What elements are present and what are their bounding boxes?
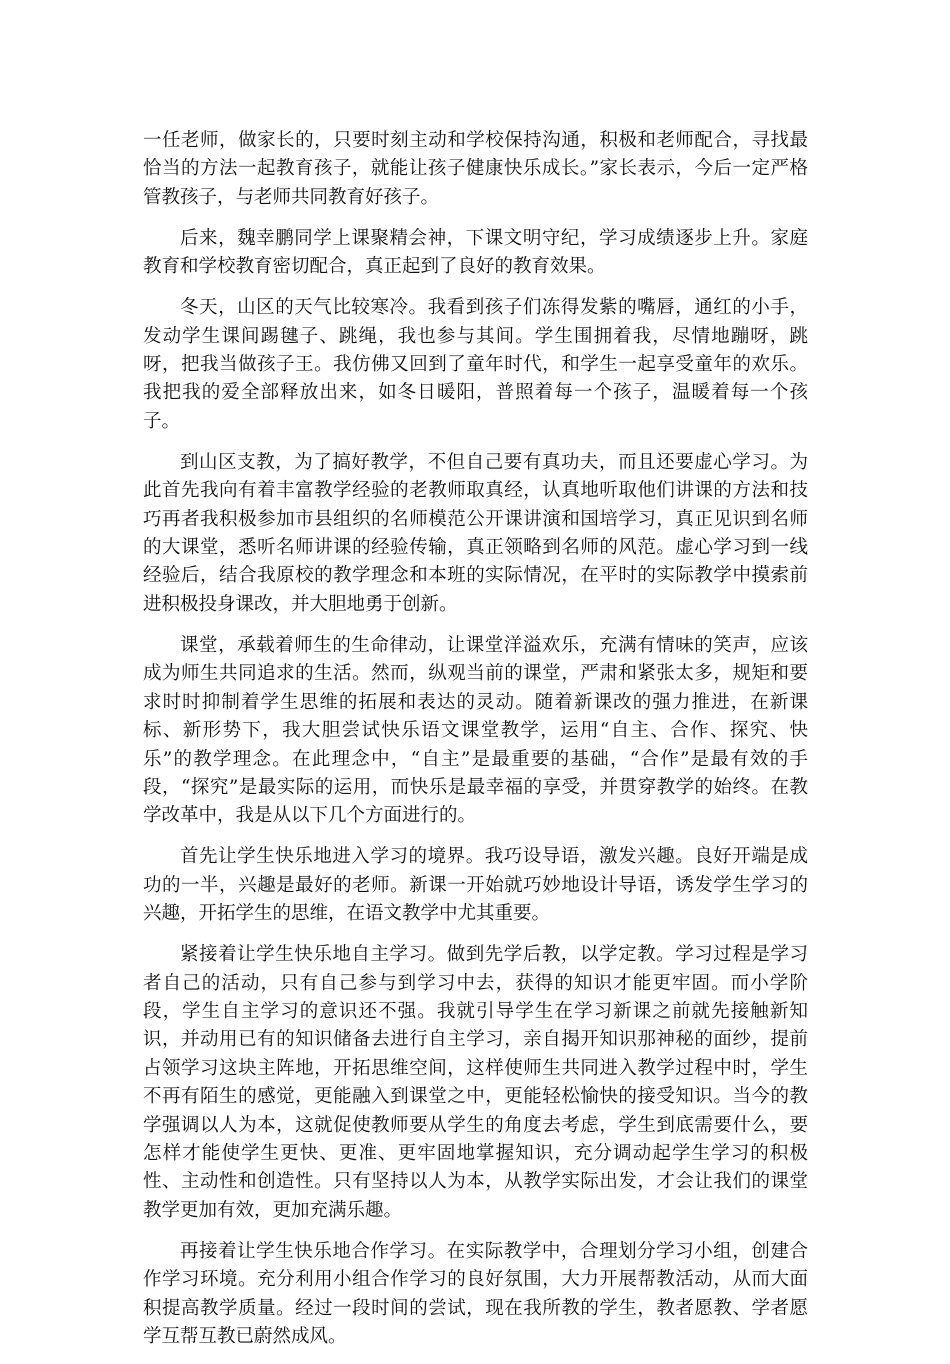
paragraph-continuation: 一任老师，做家长的，只要时刻主动和学校保持沟通，积极和老师配合，寻找最恰当的方法一起教育孩子，就能让孩子健康快乐成长。”家长表示，今后一定严格管教孩子，与老师共同教育好孩子。 — [143, 130, 808, 208]
paragraph-cooperation: 再接着让学生快乐地合作学习。在实际教学中，合理划分学习小组，创建合作学习环境。充分利用小组合作学习的良好氛围，大力开展帮教活动，从而大面积提高教学质量。经过一段时间的尝试，现在我所教的学生，教者愿教、学者愿学互帮互教已蔚然成风。 — [143, 1240, 808, 1347]
paragraph-student-progress: 后来，魏幸鹏同学上课聚精会神，下课文明守纪，学习成绩逐步上升。家庭教育和学校教育密切配合，真正起到了良好的教育效果。 — [143, 227, 808, 278]
paragraph-learning: 到山区支教，为了搞好教学，不但自己要有真功夫，而且还要虚心学习。为此首先我向有着丰富教学经验的老教师取真经，认真地听取他们讲课的方法和技巧再者我积极参加市县组织的名师模范公开课讲演和国培学习，真正见识到名师的大课堂，悉听名师讲课的经验传输，真正领略到名师的风范。虚心学习到一线经验后，结合我原校的教学理念和本班的实际情况，在平时的实际教学中摸索前进积极投身课改，并大胆地勇于创新。 — [143, 451, 808, 615]
paragraph-classroom: 课堂，承载着师生的生命律动，让课堂洋溢欢乐，充满有情味的笑声，应该成为师生共同追求的生活。然而，纵观当前的课堂，严肃和紧张太多，规矩和要求时时抑制着学生思维的拓展和表达的灵动。随着新课改的强力推进，在新课标、新形势下，我大胆尝试快乐语文课堂教学，运用“自主、合作、探究、快乐”的教学理念。在此理念中，“自主”是最重要的基础，“合作”是最有效的手段，“探究”是最实际的运用，而快乐是最幸福的享受，并贯穿教学的始终。在教学改革中，我是从以下几个方面进行的。 — [143, 634, 808, 827]
paragraph-self-study: 紧接着让学生快乐地自主学习。做到先学后教，以学定教。学习过程是学习者自己的活动，只有自己参与到学习中去，获得的知识才能更牢固。而小学阶段，学生自主学习的意识还不强。我就引导学生在学习新课之前就先接触新知识，并动用已有的知识储备去进行自主学习，亲自揭开知识那神秘的面纱，提前占领学习这块主阵地，开拓思维空间，这样使师生共同进入教学过程中时，学生不再有陌生的感觉，更能融入到课堂之中，更能轻松愉快的接受知识。当今的教学强调以人为本，这就促使教师要从学生的角度去考虑，学生到底需要什么，要怎样才能使学生更快、更准、更牢固地掌握知识，充分调动起学生学习的积极性、主动性和创造性。只有坚持以人为本，从教学实际出发，才会让我们的课堂教学更加有效，更加充满乐趣。 — [143, 944, 808, 1221]
document-page — [143, 127, 808, 1364]
paragraph-winter: 冬天，山区的天气比较寒冷。我看到孩子们冻得发紫的嘴唇，通红的小手，发动学生课间踢毽子、跳绳，我也参与其间。学生围拥着我，尽情地蹦呀，跳呀，把我当做孩子王。我仿佛又回到了童年时代，和学生一起享受童年的欢乐。我把我的爱全部释放出来，如冬日暖阳，普照着每一个孩子，温暖着每一个孩子。 — [143, 297, 808, 432]
paragraph-interest: 首先让学生快乐地进入学习的境界。我巧设导语，激发兴趣。良好开端是成功的一半，兴趣是最好的老师。新课一开始就巧妙地设计导语，诱发学生学习的兴趣，开拓学生的思维，在语文教学中尤其重要。 — [143, 846, 808, 925]
